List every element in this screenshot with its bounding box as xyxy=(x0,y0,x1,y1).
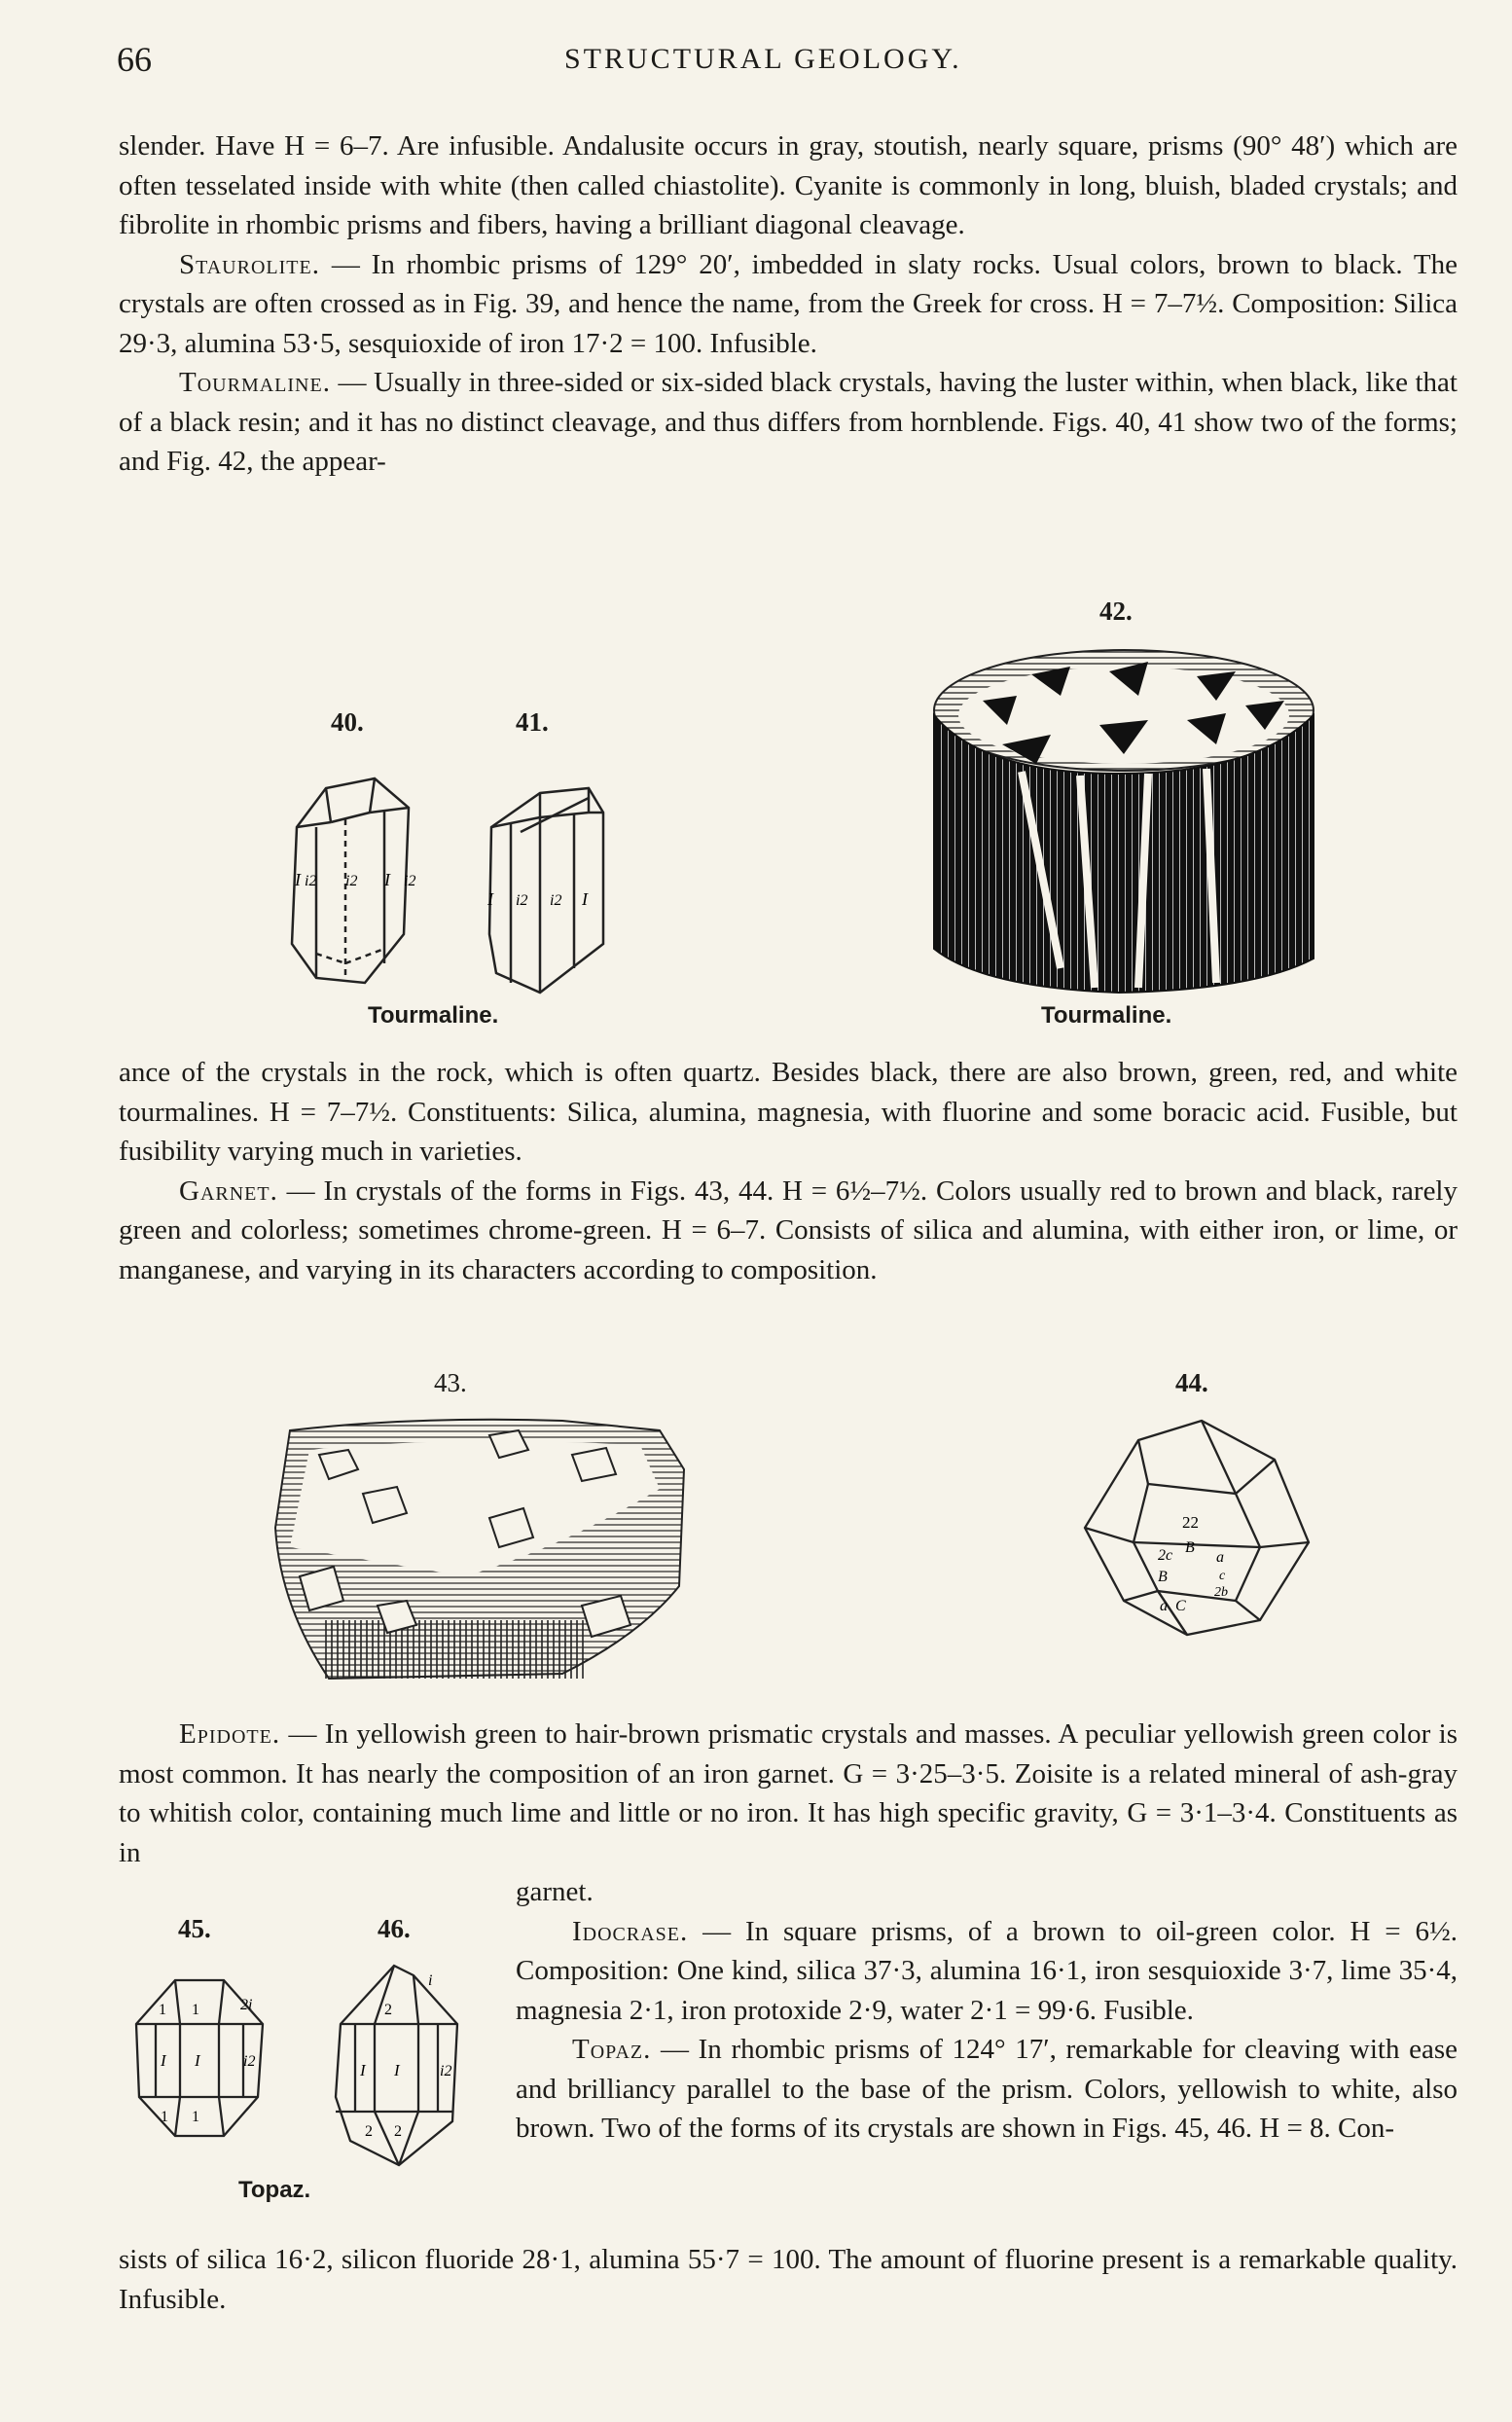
figure-42-number: 42. xyxy=(1099,596,1133,626)
figure-40-number: 40. xyxy=(331,707,364,737)
figure-45-label: I xyxy=(195,2051,200,2070)
paragraph-idocrase xyxy=(516,1912,1458,2031)
figure-40-41-caption: Tourmaline. xyxy=(368,1002,499,1029)
paragraph-tourmaline xyxy=(119,363,1458,482)
figure-46-label: i xyxy=(428,1972,433,1989)
page-header xyxy=(117,39,1459,88)
heading-epidote: Epidote. xyxy=(179,1718,281,1750)
figure-40-label: I xyxy=(384,870,390,889)
figure-40-label: i2 xyxy=(305,873,317,889)
figure-44-number: 44. xyxy=(1175,1368,1208,1397)
figure-44-label: c xyxy=(1219,1569,1226,1583)
figure-44-label: 2c xyxy=(1158,1547,1173,1564)
paragraph-garnet xyxy=(119,1172,1458,1290)
figure-43-rock xyxy=(270,1411,689,1683)
figure-44-label: C xyxy=(1175,1598,1186,1614)
figure-40-label: i2 xyxy=(404,873,416,889)
figure-41-label: i2 xyxy=(550,892,562,909)
page-number: 66 xyxy=(117,40,152,79)
heading-garnet: Garnet. xyxy=(179,1175,278,1207)
figure-41-number: 41. xyxy=(516,707,549,737)
figure-45-crystal xyxy=(131,1970,272,2141)
text-epidote: — In yellowish green to hair-brown prismatic crystals and masses. A peculiar yellowish green color is most common. It has nearly the composition of an iron garnet. G = 3·25–3·5. Zoisite is a related mineral of ash-gray to whitish color, containing much lime and little or no iron. It has high specific gravity, G = 3·1–3·4. Constituents as in xyxy=(119,1718,1458,1868)
figure-44-label: a xyxy=(1216,1549,1224,1566)
text-staurolite: — In rhombic prisms of 129° 20′, imbedded in slaty rocks. Usual colors, brown to black. The crystals are often crossed as in Fig. 39, and hence the name, from the Greek for cross. H = 7–7½. Composition: Silica 29·3, alumina 53·5, sesquioxide of iron 17·2 = 100. Infusible. xyxy=(119,248,1458,359)
paragraph-staurolite xyxy=(119,245,1458,364)
figure-43-number: 43. xyxy=(434,1368,467,1397)
figure-45-label: i2 xyxy=(243,2053,256,2070)
figure-45-label: 1 xyxy=(161,2109,168,2125)
figure-40-label: i2 xyxy=(345,873,358,889)
figure-44-label: B xyxy=(1185,1539,1195,1556)
text-idocrase: — In square prisms, of a brown to oil-green color. H = 6½. Composition: One kind, silica 37·3, alumina 16·1, iron sesquioxide 3·7, lime 35·4, magnesia 2·1, iron protoxide 2·9, water 2·1 = 99·6. Fusible. xyxy=(516,1915,1458,2026)
figure-46-label: 2 xyxy=(394,2123,402,2140)
figure-40-label: I xyxy=(295,870,301,889)
heading-staurolite: Staurolite. xyxy=(179,248,320,280)
running-head: STRUCTURAL GEOLOGY. xyxy=(564,43,962,75)
figure-44-label: B xyxy=(1158,1569,1168,1585)
figure-44-label: a xyxy=(1160,1598,1168,1614)
figure-46-crystal xyxy=(331,1951,467,2170)
text-topaz-end: sists of silica 16·2, silicon fluoride 28·1, alumina 55·7 = 100. The amount of fluorine present is a remarkable quality. Infusible. xyxy=(119,2244,1458,2315)
figure-45-label: 1 xyxy=(192,2109,199,2125)
heading-topaz: Topaz. xyxy=(572,2034,652,2065)
figure-42-rock xyxy=(924,637,1323,997)
paragraph-andalusite: slender. Have H = 6–7. Are infusible. Andalusite occurs in gray, stoutish, nearly square, prisms (90° 48′) which are often tesselated inside with white (then called chiastolite). Cyanite is commonly in long, bluish, bladed crystals; and fibrolite in rhombic prisms and fibers, having a brilliant diagonal cleavage. xyxy=(119,130,1458,240)
figure-46-label: 2 xyxy=(365,2123,373,2140)
figure-45-label: 1 xyxy=(192,2002,199,2018)
figure-44-label: 22 xyxy=(1182,1513,1199,1532)
figure-44-label: 2b xyxy=(1214,1585,1228,1600)
text-garnet: — In crystals of the forms in Figs. 43, 44. H = 6½–7½. Colors usually red to brown and black, rarely green and colorless; sometimes chrome-green. H = 6–7. Consists of silica and alumina, with either iron, or lime, or manganese, and varying in its characters according to composition. xyxy=(119,1175,1458,1285)
figure-44-crystal xyxy=(1080,1416,1314,1649)
figure-46-label: I xyxy=(394,2061,400,2079)
figure-46-label: i2 xyxy=(440,2063,452,2079)
figure-46-label: 2 xyxy=(384,2002,392,2018)
figure-45-46-caption: Topaz. xyxy=(238,2177,311,2203)
figure-45-number: 45. xyxy=(178,1914,211,1943)
text-tourmaline: — Usually in three-sided or six-sided black crystals, having the luster within, when black, like that of a black resin; and it has no distinct cleavage, and thus differs from hornblende. Figs. 40, 41 show two of the forms; and Fig. 42, the appear- xyxy=(119,367,1458,477)
heading-idocrase: Idocrase. xyxy=(572,1915,689,1947)
paragraph-topaz xyxy=(516,2030,1458,2149)
figure-45-label: 2i xyxy=(240,1997,253,2013)
text-block-bottom xyxy=(119,2240,1458,2319)
figure-41-label: I xyxy=(487,889,493,909)
figure-41-label: i2 xyxy=(516,892,528,909)
text-block-epidote xyxy=(119,1715,1458,1872)
figure-46-label: I xyxy=(360,2061,366,2079)
figure-42-caption: Tourmaline. xyxy=(1041,1002,1172,1029)
text-epidote-end: garnet. xyxy=(516,1876,594,1907)
paragraph-epidote xyxy=(119,1715,1458,1872)
heading-tourmaline: Tourmaline. xyxy=(179,367,331,398)
text-block-narrow xyxy=(516,1872,1458,2149)
figure-45-label: I xyxy=(161,2051,166,2070)
text-block-middle xyxy=(119,1053,1458,1289)
figure-41-label: I xyxy=(582,889,588,909)
figure-41-crystal xyxy=(482,778,613,997)
figure-46-number: 46. xyxy=(378,1914,411,1943)
figure-45-label: 1 xyxy=(159,2002,166,2018)
text-topaz: — In rhombic prisms of 124° 17′, remarkable for cleaving with ease and brilliancy parallel to the base of the prism. Colors, yellowish to white, also brown. Two of the forms of its crystals are shown in Figs. 45, 46. H = 8. Con- xyxy=(516,2034,1458,2144)
text-block-top xyxy=(119,127,1458,482)
figure-40-crystal xyxy=(287,769,423,993)
paragraph-tourmaline-cont: ance of the crystals in the rock, which is often quartz. Besides black, there are also brown, green, red, and white tourmalines. H = 7–7½. Constituents: Silica, alumina, magnesia, with fluorine and some boracic acid. Fusible, but fusibility varying much in varieties. xyxy=(119,1057,1458,1167)
